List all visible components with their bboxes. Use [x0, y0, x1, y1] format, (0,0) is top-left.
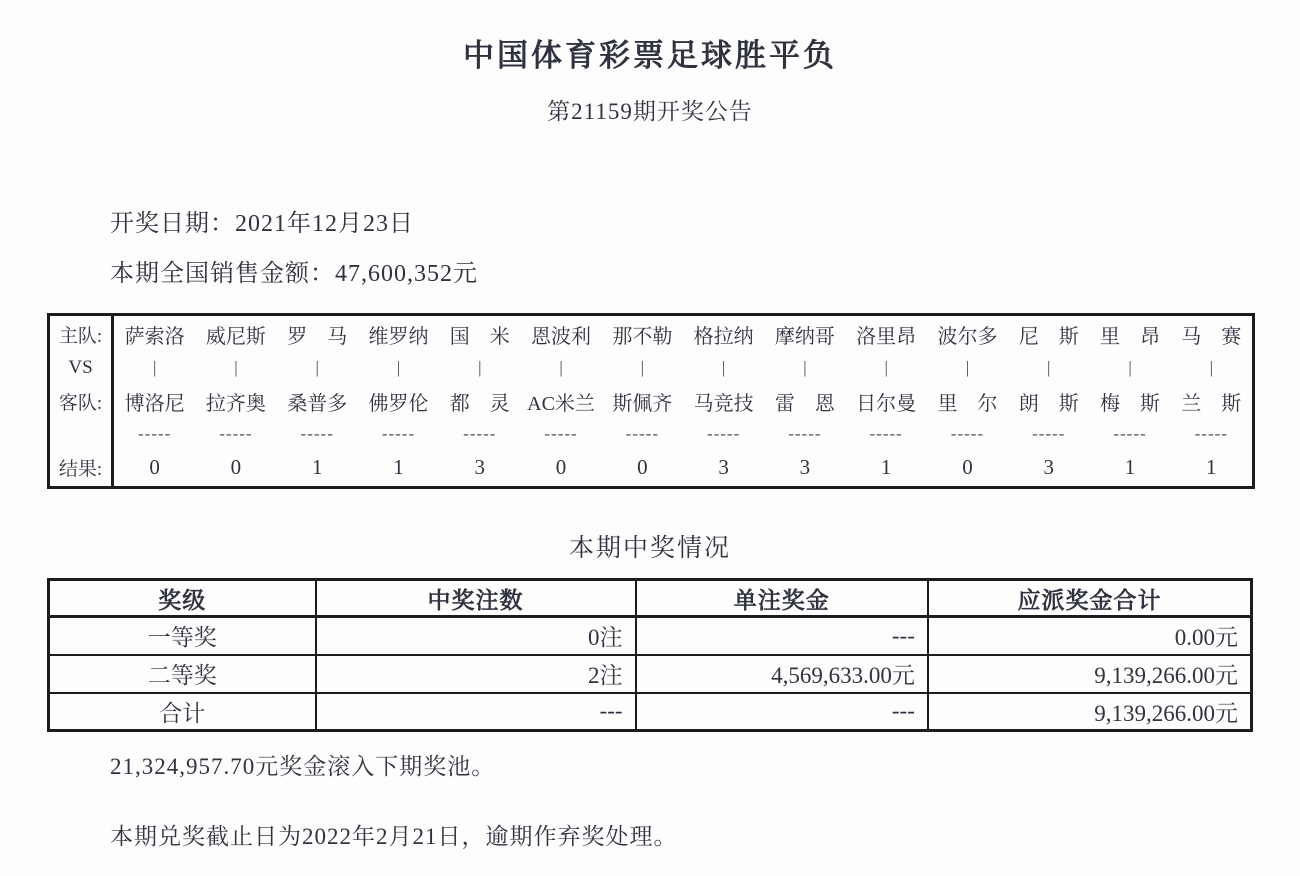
dashes-divider: -----	[381, 424, 416, 443]
dashes-divider: -----	[788, 424, 822, 443]
prize-table-row	[49, 693, 1252, 731]
rollover-line: 21,324,957.70元奖金滚入下期奖池。	[110, 754, 496, 779]
dashes-divider: -----	[1032, 424, 1066, 443]
prize-column-header: 单注奖金	[636, 580, 928, 617]
dashes-divider: -----	[625, 424, 659, 443]
dashes-divider: -----	[706, 424, 741, 443]
dash-row-spacer	[50, 420, 111, 448]
match-column	[764, 316, 845, 486]
match-column	[927, 316, 1008, 486]
dashes-divider: -----	[137, 424, 172, 443]
page-title: 中国体育彩票足球胜平负	[463, 38, 837, 73]
away-team-name: 佛罗伦	[368, 393, 429, 415]
prize-table	[47, 578, 1253, 732]
home-team-name: 威尼斯	[205, 326, 266, 348]
home-team-name: 那不勒	[612, 326, 673, 348]
dashes-divider: -----	[950, 424, 985, 443]
away-team-name: 都 灵	[449, 393, 510, 415]
vs-separator: |	[884, 358, 888, 377]
match-result: 1	[1206, 454, 1217, 479]
vs-separator: |	[559, 358, 563, 377]
match-column	[277, 316, 358, 486]
winning-bet-count: ---	[316, 693, 636, 731]
prize-level: 合计	[49, 693, 316, 731]
home-team-name: 马 赛	[1181, 326, 1242, 348]
match-column	[114, 316, 195, 486]
home-team-name: 波尔多	[937, 326, 998, 348]
match-column	[1008, 316, 1089, 486]
winning-bet-count: 0注	[316, 617, 636, 655]
prize-level: 一等奖	[49, 617, 316, 655]
prize-column-header: 应派奖金合计	[928, 580, 1252, 617]
match-column	[1171, 316, 1252, 486]
deadline-line: 本期兑奖截止日为2022年2月21日，逾期作弃奖处理。	[110, 824, 678, 849]
vs-separator: |	[1128, 358, 1132, 377]
winning-bet-count: 2注	[316, 655, 636, 693]
section-title: 本期中奖情况	[568, 535, 731, 562]
match-column	[195, 316, 276, 486]
match-columns	[114, 316, 1252, 486]
away-team-name: 博洛尼	[124, 393, 185, 415]
home-team-name: 国 米	[449, 326, 510, 348]
match-result: 1	[1124, 454, 1136, 479]
home-team-name: 格拉纳	[693, 326, 754, 348]
page-subtitle: 第21159期开奖公告	[547, 99, 753, 124]
prize-column-header: 中奖注数	[316, 580, 636, 617]
match-result: 1	[311, 454, 323, 479]
match-column	[520, 316, 601, 486]
single-bet-prize: ---	[636, 693, 928, 731]
match-result: 3	[1043, 454, 1054, 479]
vs-separator: |	[315, 358, 319, 377]
match-column	[846, 316, 927, 486]
vs-separator: |	[152, 358, 157, 377]
home-team-name: 摩纳哥	[774, 326, 835, 348]
total-prize-payout: 0.00元	[928, 617, 1252, 655]
match-column	[1089, 316, 1170, 486]
total-prize-payout: 9,139,266.00元	[928, 693, 1252, 731]
match-result: 0	[637, 454, 648, 479]
away-team-name: 斯佩齐	[612, 393, 673, 415]
away-team-name: 里 尔	[937, 393, 998, 415]
prize-table-row	[49, 655, 1252, 693]
single-bet-prize: ---	[636, 617, 928, 655]
home-team-name: 萨索洛	[124, 326, 185, 348]
away-team-name: 拉齐奥	[205, 393, 266, 415]
vs-row-label: VS	[68, 357, 93, 378]
vs-separator: |	[965, 358, 970, 377]
match-column	[358, 316, 439, 486]
match-column	[439, 316, 520, 486]
match-result: 0	[149, 454, 160, 479]
total-prize-payout: 9,139,266.00元	[928, 655, 1252, 693]
home-team-name: 尼 斯	[1018, 326, 1079, 348]
dashes-divider: -----	[463, 424, 497, 443]
prize-level: 二等奖	[49, 655, 316, 693]
result-row-label: 结果:	[58, 458, 103, 480]
match-results-table	[47, 313, 1255, 489]
vs-separator: |	[721, 358, 726, 377]
match-result: 1	[880, 454, 892, 479]
vs-separator: |	[396, 358, 401, 377]
home-team-name: 恩波利	[531, 326, 592, 348]
home-team-name: 洛里昂	[856, 326, 917, 348]
away-team-name: 兰 斯	[1181, 393, 1242, 415]
match-result: 3	[474, 454, 486, 479]
match-result: 1	[393, 454, 404, 479]
dashes-divider: -----	[1194, 424, 1228, 443]
dashes-divider: -----	[869, 424, 903, 443]
home-team-name: 里 昂	[1100, 326, 1161, 348]
away-team-name: 桑普多	[287, 393, 348, 415]
prize-table-row	[49, 617, 1252, 655]
away-team-name: 朗 斯	[1018, 393, 1079, 415]
match-result: 0	[555, 454, 567, 479]
dashes-divider: -----	[219, 424, 253, 443]
match-result: 0	[962, 454, 973, 479]
match-result: 3	[718, 454, 729, 479]
vs-separator: |	[234, 358, 238, 377]
away-team-name: AC米兰	[527, 393, 595, 415]
dashes-divider: -----	[300, 424, 334, 443]
match-result: 0	[230, 454, 242, 479]
draw-date-line: 开奖日期：2021年12月23日	[110, 211, 414, 237]
prize-table-header-row	[49, 580, 1252, 617]
home-row-label: 主队:	[58, 326, 103, 347]
vs-separator: |	[1209, 358, 1213, 377]
vs-separator: |	[478, 358, 482, 377]
away-team-name: 马竞技	[693, 393, 754, 415]
away-team-name: 雷 恩	[774, 393, 835, 415]
dashes-divider: -----	[1113, 424, 1147, 443]
away-row-label: 客队:	[58, 393, 103, 414]
away-team-name: 梅 斯	[1100, 393, 1161, 415]
single-bet-prize: 4,569,633.00元	[636, 655, 928, 693]
match-result: 3	[799, 454, 811, 479]
home-team-name: 罗 马	[287, 326, 348, 348]
vs-separator: |	[803, 358, 807, 377]
match-column	[683, 316, 764, 486]
sales-amount-line: 本期全国销售金额：47,600,352元	[110, 261, 478, 287]
match-table-row-labels	[50, 316, 114, 486]
dashes-divider: -----	[544, 424, 578, 443]
away-team-name: 日尔曼	[856, 393, 917, 415]
prize-column-header: 奖级	[49, 580, 316, 617]
home-team-name: 维罗纳	[368, 326, 429, 348]
vs-separator: |	[640, 358, 645, 377]
match-column	[602, 316, 683, 486]
vs-separator: |	[1047, 358, 1051, 377]
